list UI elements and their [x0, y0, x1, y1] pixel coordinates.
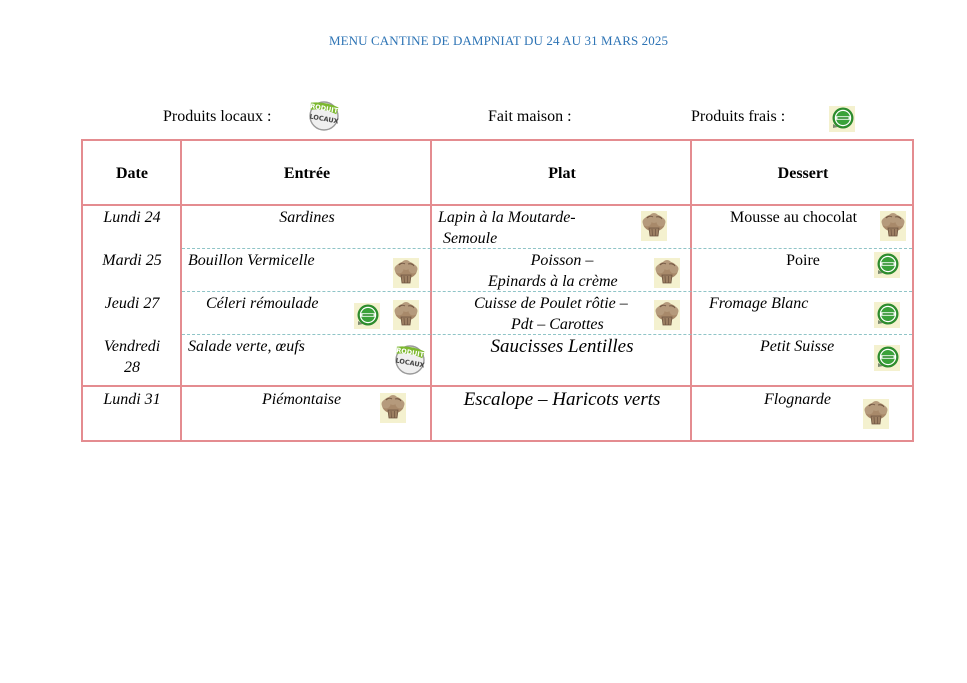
row1-date: Lundi 24: [103, 209, 161, 226]
header-entree: Entrée: [283, 165, 331, 182]
homemade-icon: [863, 399, 889, 429]
row2-date: Mardi 25: [102, 252, 162, 269]
row4-date-line1: Vendredi: [103, 338, 161, 355]
row1-plat-line2: Semoule: [443, 230, 498, 247]
row1-entree: Sardines: [279, 209, 335, 226]
row2-plat-line1: Poisson –: [530, 252, 594, 269]
row2-dessert: Poire: [786, 252, 820, 269]
fresh-icon: [874, 302, 900, 328]
row1-dessert: Mousse au chocolat: [730, 209, 858, 226]
fresh-icon: [354, 303, 380, 329]
header-date: Date: [116, 165, 148, 182]
row3-plat-line2: Pdt – Carottes: [511, 316, 604, 333]
local-products-icon: [393, 343, 427, 375]
row4-date-line2: 28: [124, 359, 140, 376]
legend-fresh-label: Produits frais :: [691, 108, 786, 125]
homemade-icon: [380, 393, 406, 423]
fresh-icon: [874, 252, 900, 278]
row5-plat: Escalope – Haricots verts: [463, 389, 661, 410]
row5-entree: Piémontaise: [262, 391, 342, 408]
homemade-icon: [393, 300, 419, 330]
row4-dessert: Petit Suisse: [760, 338, 835, 355]
row3-entree: Céleri rémoulade: [206, 295, 319, 312]
homemade-icon: [654, 300, 680, 330]
page-title: MENU CANTINE DE DAMPNIAT DU 24 AU 31 MARS 2025: [328, 33, 669, 48]
legend-local-label: Produits locaux :: [163, 108, 272, 125]
homemade-icon: [641, 211, 667, 241]
fresh-icon: [874, 345, 900, 371]
row2-entree: Bouillon Vermicelle: [188, 252, 315, 269]
local-products-icon: [307, 99, 341, 131]
row1-plat-line1: Lapin à la Moutarde-: [438, 209, 576, 226]
row3-plat-line1: Cuisse de Poulet rôtie –: [474, 295, 628, 312]
row2-plat-line2: Epinards à la crème: [488, 273, 618, 290]
row3-dessert: Fromage Blanc: [709, 295, 809, 312]
homemade-icon: [393, 258, 419, 288]
homemade-icon: [654, 258, 680, 288]
header-dessert: Dessert: [777, 165, 829, 182]
fresh-products-icon: [829, 106, 855, 132]
row4-entree: Salade verte, œufs: [188, 338, 305, 355]
homemade-icon: [880, 211, 906, 241]
header-plat: Plat: [548, 165, 576, 182]
row3-date: Jeudi 27: [104, 295, 160, 312]
row5-dessert: Flognarde: [764, 391, 831, 408]
legend-homemade-label: Fait maison :: [488, 108, 572, 125]
row4-plat: Saucisses Lentilles: [490, 336, 634, 357]
row5-date: Lundi 31: [103, 391, 161, 408]
